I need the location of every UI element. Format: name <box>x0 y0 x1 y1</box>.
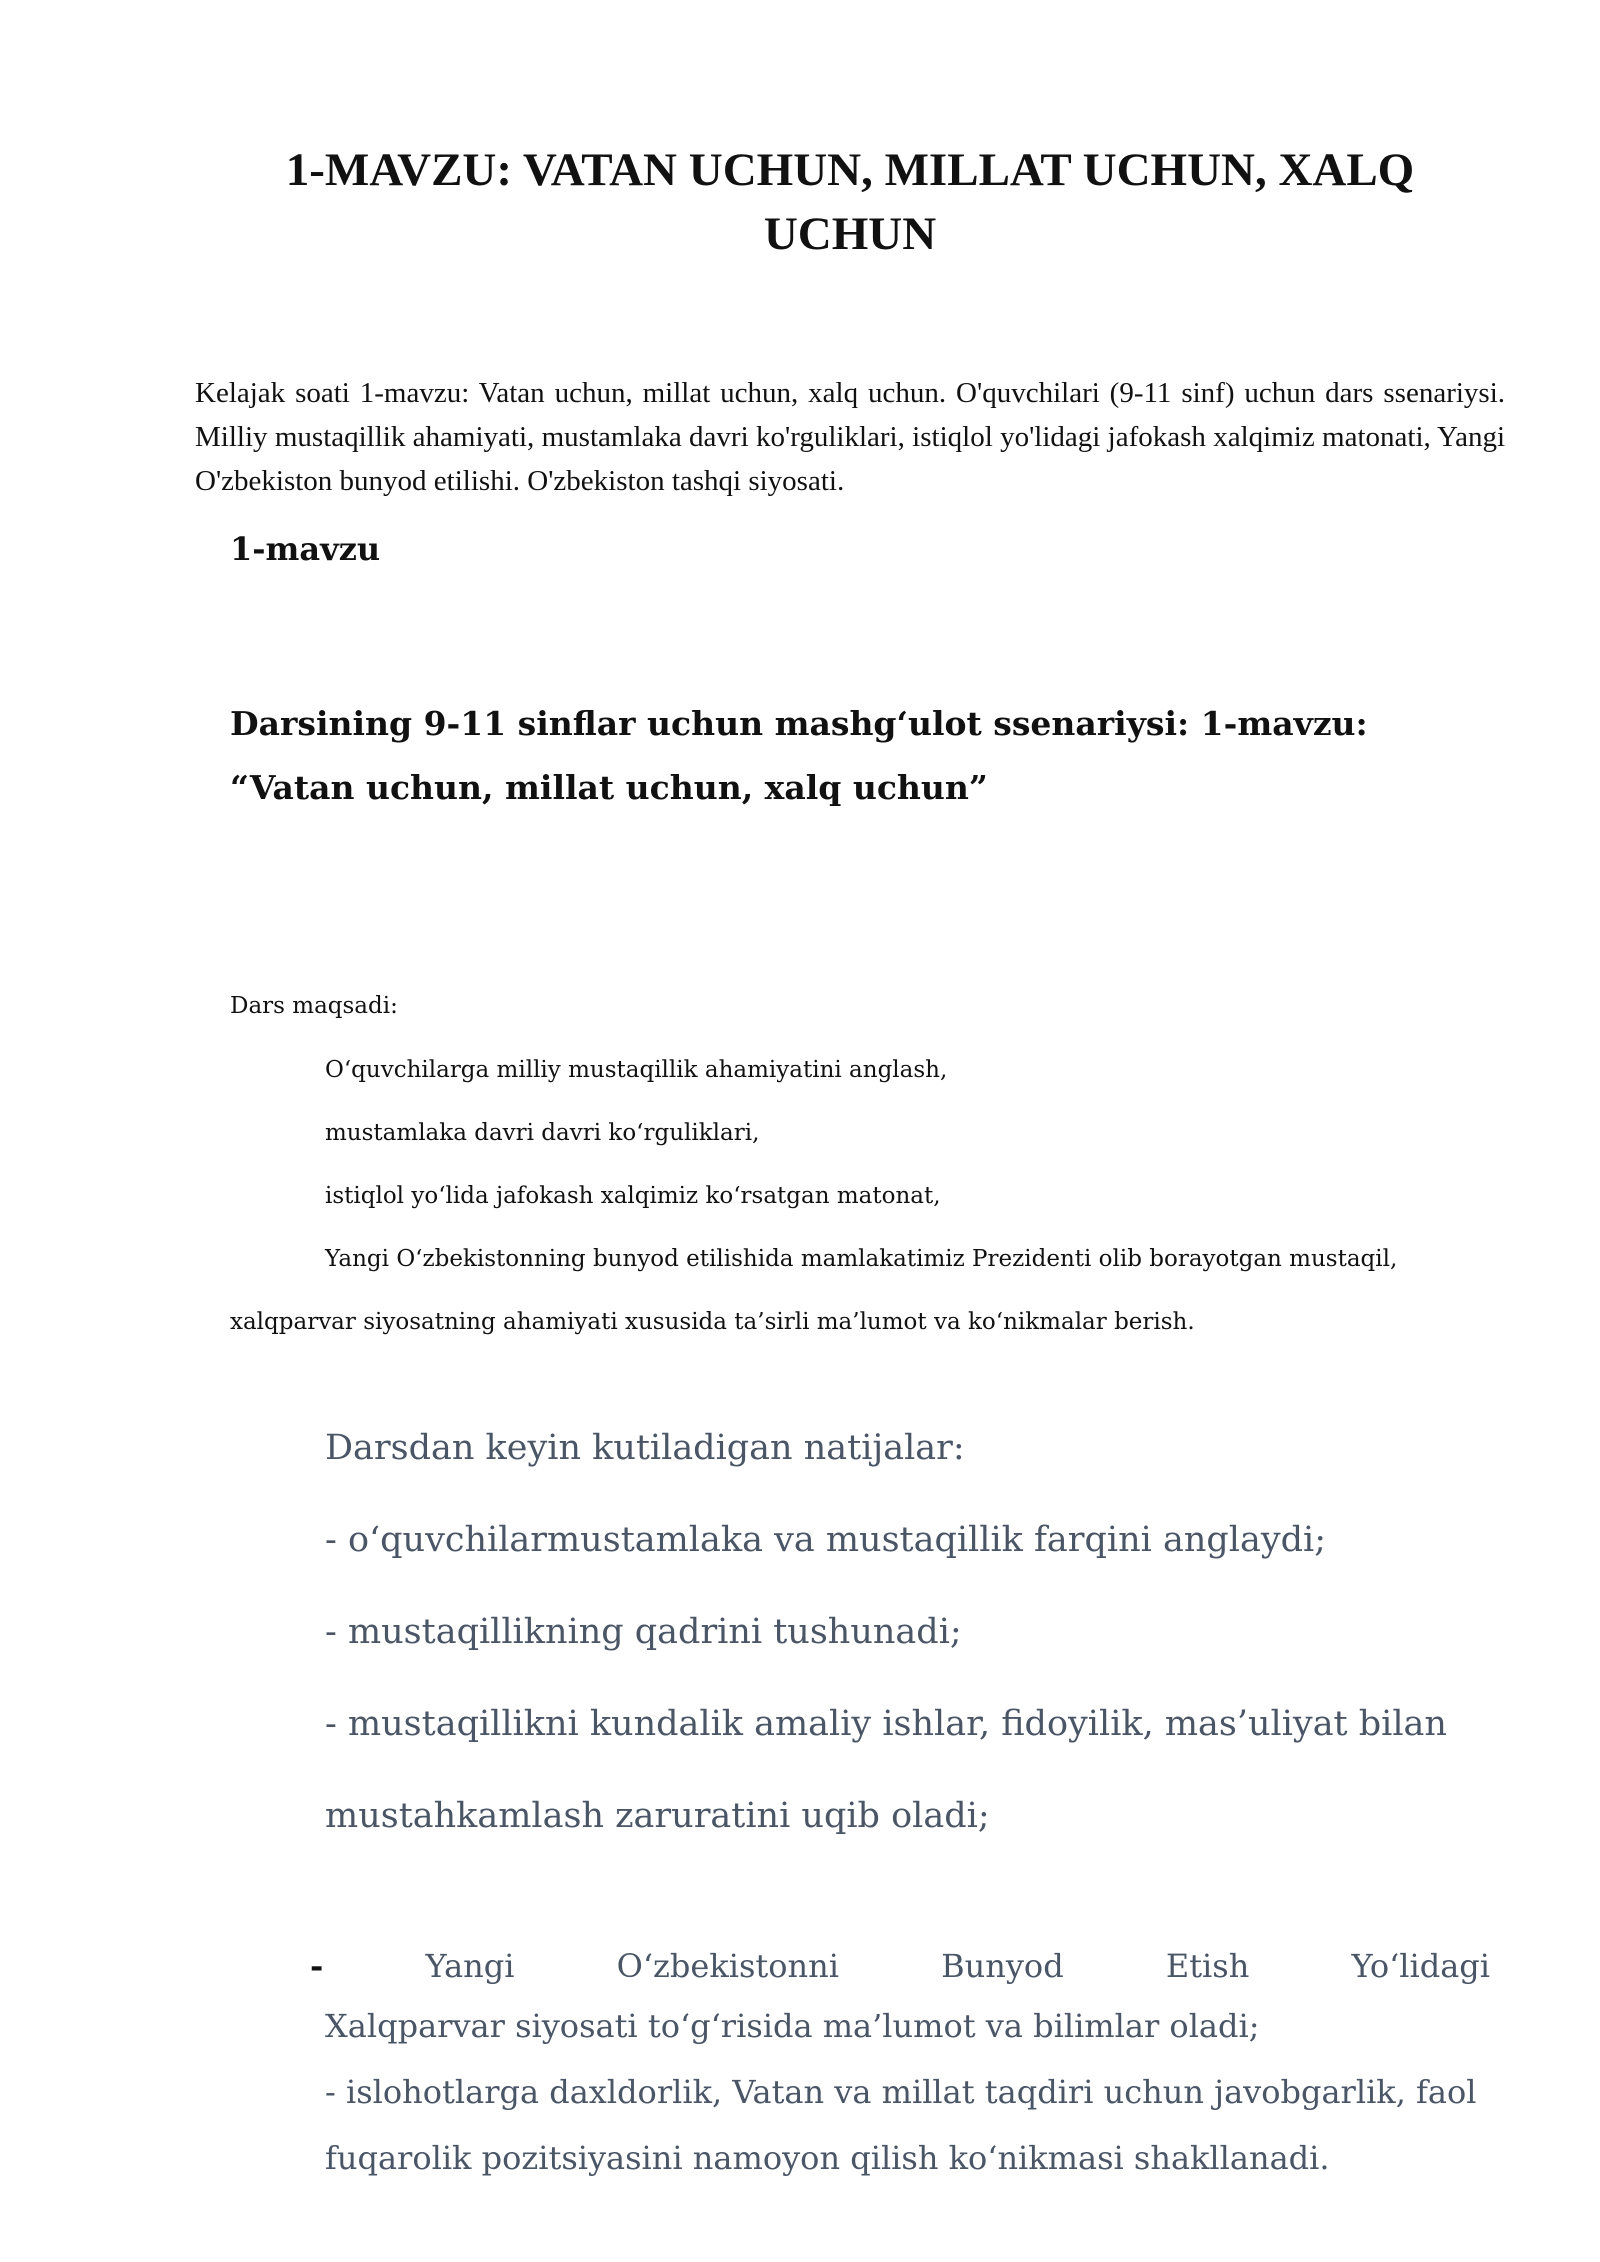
result-word: Etish <box>1165 1947 1250 1985</box>
result-item: - o‘quvchilarmustamlaka va mustaqillik farqini anglaydi; <box>325 1520 1327 1560</box>
goal-item: Yangi O‘zbekistonning bunyod etilishida mamlakatimiz Prezidenti olib borayotgan mustaqil, <box>325 1246 1398 1272</box>
result-word: O‘zbekistonni <box>616 1947 839 1985</box>
title-line-2: UCHUN <box>763 208 937 260</box>
result-item: mustahkamlash zaruratini uqib oladi; <box>325 1796 990 1836</box>
page-title <box>200 138 1500 266</box>
results-heading <box>325 1424 965 1472</box>
goal-item: mustamlaka davri davri ko‘rguliklari, <box>325 1120 760 1146</box>
lesson-heading: Darsining 9-11 sinflar uchun mashg‘ulot ssenariysi: 1-mavzu: “Vatan uchun, millat uchun, xalq uchun” <box>230 704 1368 807</box>
results-heading-text: Darsdan keyin kutiladigan natijalar: <box>325 1428 965 1468</box>
topic-subheading: 1-mavzu <box>230 530 381 568</box>
result-word: Yo‘lidagi <box>1351 1947 1490 1985</box>
intro-paragraph: Kelajak soati 1-mavzu: Vatan uchun, millat uchun, xalq uchun. O'quvchilari (9-11 sinf) uchun dars ssenariysi. Milliy mustaqillik ahamiyati, mustamlaka davri ko'rguliklari, istiqlol yo'lidagi jafokash xalqimiz matonati, Yangi O'zbekiston bunyod etilishi. O'zbekiston tashqi siyosati. <box>195 377 1505 497</box>
justified-result-line <box>310 1942 1490 1990</box>
goal-item: istiqlol yo‘lida jafokash xalqimiz ko‘rsatgan matonat, <box>325 1183 941 1209</box>
result-word: Bunyod <box>941 1947 1064 1985</box>
result-item: - islohotlarga daxldorlik, Vatan va millat taqdiri uchun javobgarlik, faol <box>325 2073 1477 2111</box>
result-item: - mustaqillikning qadrini tushunadi; <box>325 1612 962 1652</box>
title-line-1: 1-MAVZU: VATAN UCHUN, MILLAT UCHUN, XALQ <box>285 144 1415 196</box>
result-word: - <box>310 1947 324 1985</box>
goal-item: O‘quvchilarga milliy mustaqillik ahamiyatini anglash, <box>325 1057 948 1083</box>
result-word: Yangi <box>425 1947 515 1985</box>
result-item: fuqarolik pozitsiyasini namoyon qilish ko‘nikmasi shakllanadi. <box>325 2139 1330 2177</box>
result-item: Xalqparvar siyosati to‘g‘risida ma’lumot va bilimlar oladi; <box>325 2007 1260 2045</box>
goal-item: xalqparvar siyosatning ahamiyati xususida ta’sirli ma’lumot va ko‘nikmalar berish. <box>230 1309 1195 1335</box>
result-item: - mustaqillikni kundalik amaliy ishlar, fidoyilik, mas’uliyat bilan <box>325 1704 1447 1744</box>
goals-label: Dars maqsadi: <box>230 993 398 1019</box>
